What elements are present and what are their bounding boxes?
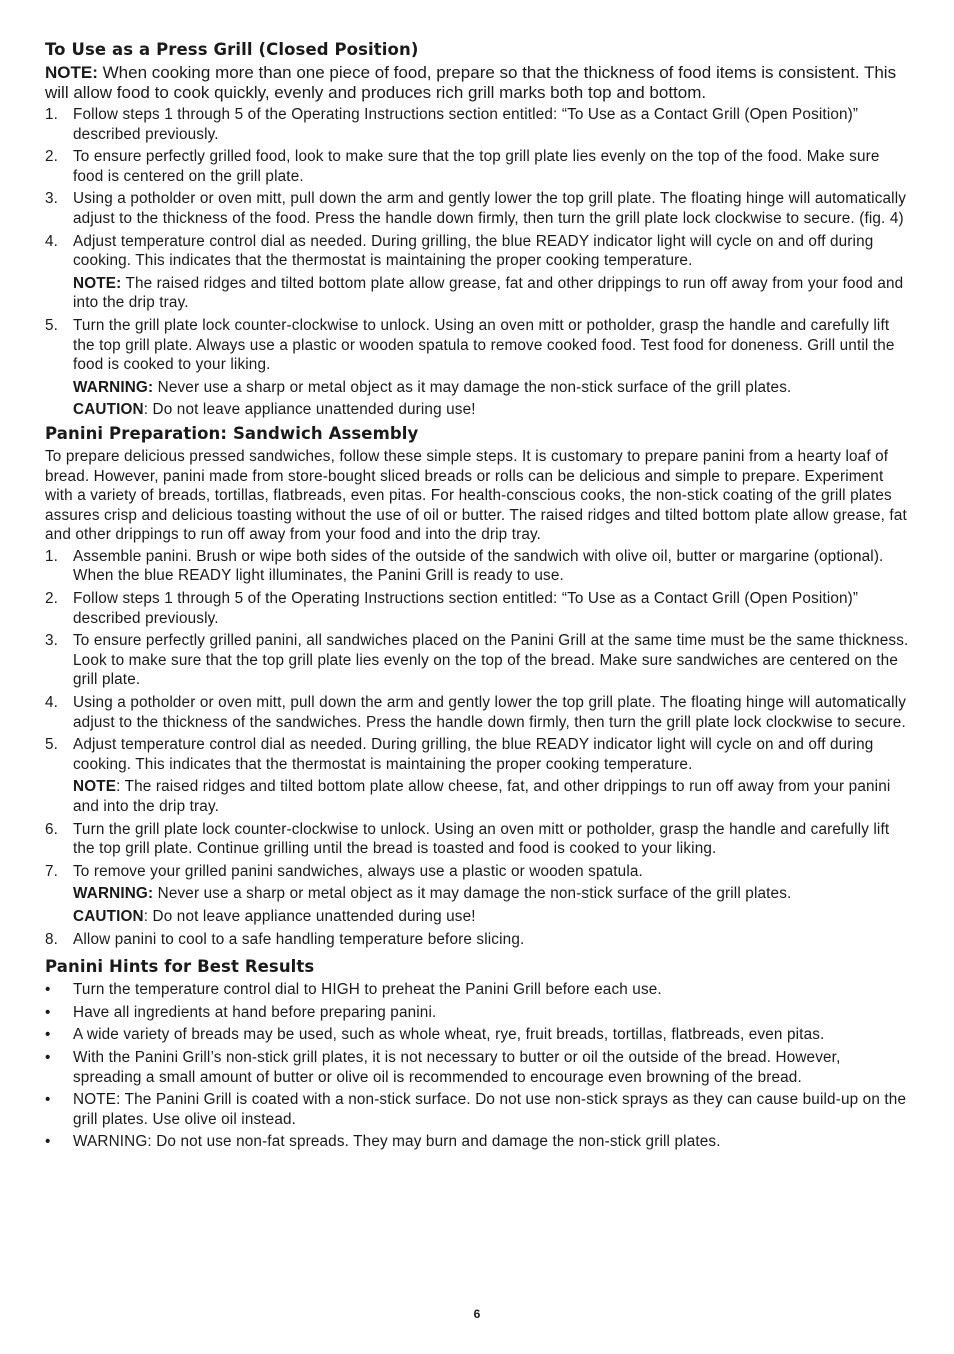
list-item [45, 189, 911, 228]
press-grill-steps [45, 105, 911, 420]
step-warning [73, 378, 911, 398]
list-item [45, 589, 911, 628]
step-number: 7. [45, 862, 59, 880]
list-item [45, 862, 911, 927]
step-number: 5. [45, 316, 59, 334]
list-item [45, 631, 911, 690]
caution-text: : Do not leave appliance unattended during use! [143, 401, 476, 419]
step-number: 5. [45, 736, 59, 754]
step-number: 4. [45, 694, 59, 712]
hint-text: NOTE: The Panini Grill is coated with a non-stick surface. Do not use non-stick sprays as they can cause build-up on the grill plates. Use olive oil instead. [73, 1091, 907, 1128]
step-note [73, 777, 911, 816]
warning-text: Never use a sharp or metal object as it may damage the non-stick surface of the grill plates. [153, 378, 792, 396]
step-number: 2. [45, 148, 59, 166]
list-item [45, 735, 911, 816]
bullet-icon: • [45, 1026, 51, 1044]
panini-intro-paragraph: To prepare delicious pressed sandwiches, follow these simple steps. It is customary to prepare panini from a hearty loaf of bread. However, panini made from store-bought sliced breads or rolls can be delicious and simple to prepare. Experiment with a variety of breads, tortillas, flatbreads, even pitas. For health-conscious cooks, the non-stick coating of the grill plates assures crisp and delicious toasting without the use of oil or butter. The raised ridges and tilted bottom plate allow grease, fat and other drippings to run off away from your food and into the drip tray. [45, 447, 907, 544]
step-text: Using a potholder or oven mitt, pull down the arm and gently lower the top grill plate. The floating hinge will automatically adjust to the thickness of the sandwiches. Press the handle down firmly, then turn the grill plate lock clockwise to secure. [73, 694, 907, 731]
list-item [45, 105, 911, 144]
bullet-icon: • [45, 1133, 51, 1151]
step-text: Adjust temperature control dial as needed. During grilling, the blue READY indicator light will cycle on and off during cooking. This indicates that the thermostat is maintaining the proper cooking temperature. [73, 736, 874, 773]
step-text: Turn the grill plate lock counter-clockwise to unlock. Using an oven mitt or potholder, grasp the handle and carefully lift the top grill plate. Continue grilling until the bread is toasted and food is cooked to your liking. [73, 820, 890, 858]
hint-text: WARNING: Do not use non-fat spreads. They may burn and damage the non-stick grill plates. [73, 1133, 721, 1151]
list-item [45, 316, 911, 420]
page-number: 6 [473, 1307, 481, 1321]
section-heading-panini-hints: Panini Hints for Best Results [45, 957, 315, 977]
step-text: Adjust temperature control dial as needed. During grilling, the blue READY indicator light will cycle on and off during cooking. This indicates that the thermostat is maintaining the proper cooking temperature. [73, 232, 874, 270]
step-number: 2. [45, 590, 59, 608]
list-item [45, 930, 911, 950]
warning-label: WARNING: [73, 378, 154, 396]
step-text: Allow panini to cool to a safe handling temperature before slicing. [73, 930, 525, 948]
step-text: To remove your grilled panini sandwiches, always use a plastic or wooden spatula. [73, 862, 643, 880]
step-text: Follow steps 1 through 5 of the Operating Instructions section entitled: “To Use as a Contact Grill (Open Position)” described previously. [73, 590, 859, 627]
note-text: The raised ridges and tilted bottom plate allow grease, fat and other drippings to run off away from your food and into the drip tray. [73, 274, 904, 312]
step-number: 4. [45, 232, 59, 250]
list-item [45, 980, 911, 1000]
step-text: Follow steps 1 through 5 of the Operating Instructions section entitled: “To Use as a Contact Grill (Open Position)” described previously. [73, 106, 859, 143]
note-text: When cooking more than one piece of food, prepare so that the thickness of food items is consistent. This will allow food to cook quickly, evenly and produces rich grill marks both top and bottom. [45, 63, 897, 102]
step-note [73, 274, 911, 313]
panini-steps [45, 547, 911, 949]
step-number: 1. [45, 106, 59, 123]
list-item [45, 232, 911, 313]
warning-text: Never use a sharp or metal object as it may damage the non-stick surface of the grill plates. [153, 885, 792, 903]
page-content [45, 40, 911, 1155]
step-caution [73, 907, 911, 927]
list-item [45, 1025, 911, 1045]
step-text: Using a potholder or oven mitt, pull down the arm and gently lower the top grill plate. The floating hinge will automatically adjust to the thickness of the food. Press the handle down firmly, then turn the grill plate lock clockwise to secure. (fig. 4) [73, 190, 907, 227]
list-item [45, 820, 911, 859]
step-text: To ensure perfectly grilled food, look to make sure that the top grill plate lies evenly on the top of the food. Make sure food is centered on the grill plate. [73, 148, 880, 185]
bullet-icon: • [45, 1003, 51, 1021]
note-label: NOTE [73, 778, 117, 796]
list-item [45, 1132, 911, 1152]
note-paragraph [45, 63, 911, 102]
step-caution [73, 400, 911, 420]
hint-text: Turn the temperature control dial to HIGH to preheat the Panini Grill before each use. [73, 981, 662, 999]
step-number: 1. [45, 547, 59, 565]
panini-hints-list [45, 980, 911, 1152]
hint-text: With the Panini Grill’s non-stick grill plates, it is not necessary to butter or oil the outside of the bread. However, spreading a small amount of butter or olive oil is recommended to encourage even browning of the bread. [73, 1048, 841, 1086]
list-item [45, 693, 911, 732]
caution-label: CAUTION [73, 907, 144, 925]
note-label: NOTE: [73, 274, 122, 292]
warning-label: WARNING: [73, 885, 154, 903]
hint-text: Have all ingredients at hand before preparing panini. [73, 1003, 437, 1021]
caution-label: CAUTION [73, 401, 144, 419]
step-text: To ensure perfectly grilled panini, all sandwiches placed on the Panini Grill at the same time must be the same thickness. Look to make sure that the top grill plate lies evenly on the top of the bread. Make sure sandwiches are centered on the grill plate. [73, 632, 909, 689]
note-text: : The raised ridges and tilted bottom plate allow cheese, fat, and other drippings to run off away from your panini and into the drip tray. [73, 778, 891, 815]
hint-text: A wide variety of breads may be used, such as whole wheat, rye, fruit breads, tortillas, flatbreads, even pitas. [73, 1026, 825, 1044]
list-item [45, 147, 911, 186]
step-number: 6. [45, 820, 59, 838]
step-text: Assemble panini. Brush or wipe both sides of the outside of the sandwich with olive oil, butter or margarine (optional). When the blue READY light illuminates, the Panini Grill is ready to use. [73, 547, 884, 585]
step-number: 8. [45, 930, 59, 948]
list-item [45, 1048, 911, 1087]
step-text: Turn the grill plate lock counter-clockwise to unlock. Using an oven mitt or potholder, grasp the handle and carefully lift the top grill plate. Always use a plastic or wooden spatula to remove cooked food. Test food for doneness. Grill until the food is cooked to your liking. [73, 316, 895, 374]
list-item [45, 1090, 911, 1129]
list-item [45, 547, 911, 586]
section-heading-press-grill: To Use as a Press Grill (Closed Position) [45, 40, 419, 59]
bullet-icon: • [45, 1048, 51, 1066]
note-label: NOTE: [45, 63, 98, 82]
bullet-icon: • [45, 1091, 51, 1109]
step-warning [73, 884, 911, 904]
list-item [45, 1003, 911, 1023]
section-heading-panini-preparation: Panini Preparation: Sandwich Assembly [45, 423, 419, 443]
step-number: 3. [45, 632, 59, 650]
step-number: 3. [45, 190, 59, 208]
bullet-icon: • [45, 981, 51, 999]
caution-text: : Do not leave appliance unattended during use! [143, 907, 476, 925]
